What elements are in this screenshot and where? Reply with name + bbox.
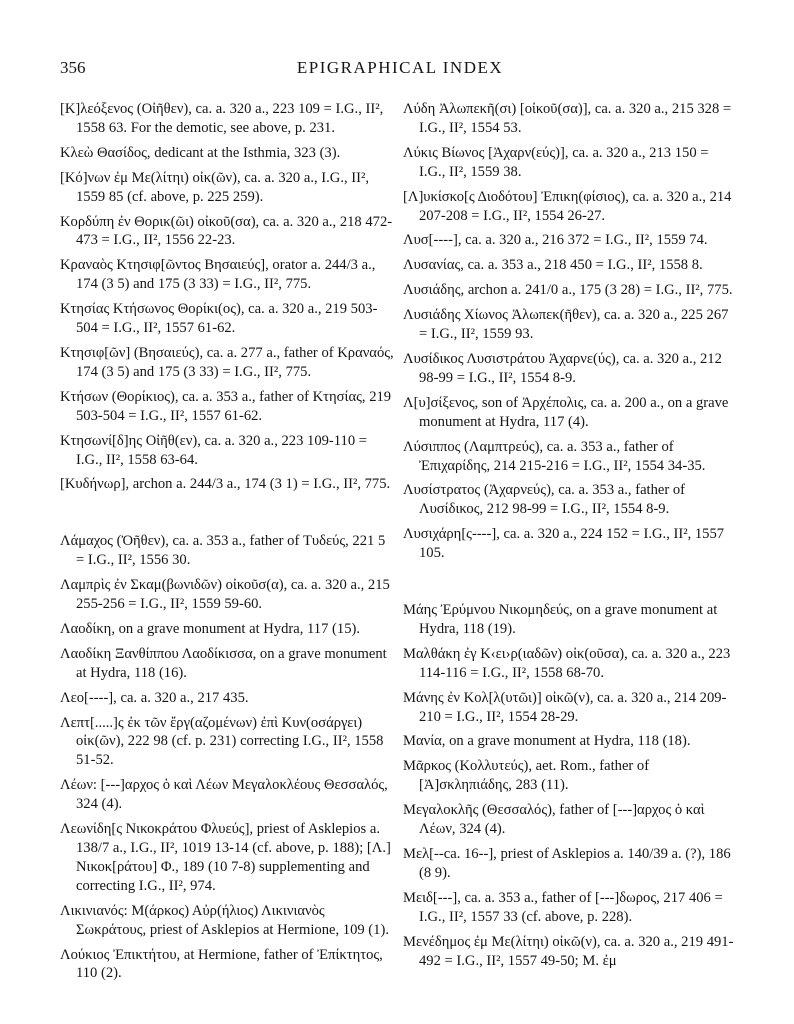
index-entry: Λυσ[----], ca. a. 320 a., 216 372 = I.G., II², 1559 74. xyxy=(403,232,708,249)
index-entry: Λύδη Ἀλωπεκῆ(σι) [οἰκοῦ(σα)], ca. a. 320 a., 215 328 = I.G., II², 1554 53. xyxy=(403,101,732,136)
index-entry: Λικινιανός: Μ(άρκος) Αὐρ(ήλιος) Λικινιανὸς Σωκράτους, priest of Asklepios at Hermione, 109 (1). xyxy=(60,902,389,938)
index-entry: Μενέδημος ἐμ Με(λίτηι) οἰκῶ(ν), ca. a. 320 a., 219 491-492 = I.G., II², 1557 49-50; Μ. ἐμ xyxy=(403,933,734,969)
index-entry: Λέων: [---]αρχος ὁ καὶ Λέων Μεγαλοκλέους Θεσσαλός, 324 (4). xyxy=(60,777,388,813)
index-entry: Λαοδίκη, on a grave monument at Hydra, 117 (15). xyxy=(60,620,361,637)
index-entry: Κραναὸς Κτησιφ[ῶντος Βησαιεύς], orator a. 244/3 a., 174 (3 5) and 175 (3 33) = I.G., II², 775. xyxy=(60,257,376,293)
index-entry: Μάης Ἐρύμνου Νικομηδεύς, on a grave monument at Hydra, 118 (19). xyxy=(403,602,718,637)
index-entry: Λεπτ[.....]ς ἐκ τῶν ἔργ(αζομένων) ἐπὶ Κυν(οσάργει) οἰκ(ῶν), 222 98 (cf. p. 231) correcting I.G., II², 1558 51-52. xyxy=(60,714,384,769)
page-number: 356 xyxy=(60,58,86,77)
index-entry: Λούκιος Ἐπικτήτου, at Hermione, father of Ἐπίκτητος, 110 (2). xyxy=(60,946,383,982)
page-header xyxy=(60,58,740,82)
index-entry: Κλεὼ Θασίδος, dedicant at the Isthmia, 323 (3). xyxy=(60,144,341,161)
index-entry: Λυσίστρατος (Ἀχαρνεύς), ca. a. 353 a., father of Λυσίδικος, 212 98-99 = I.G., II², 1554 8-9. xyxy=(403,482,686,518)
index-entry: Λεο[----], ca. a. 320 a., 217 435. xyxy=(60,689,249,706)
index-entry: Κτησιφ[ῶν] (Βησαιεύς), ca. a. 277 a., father of Κραναός, 174 (3 5) and 175 (3 33) = I.G., II², 775. xyxy=(60,344,394,380)
left-index-column xyxy=(60,100,394,989)
index-entry: Κτήσων (Θορίκιος), ca. a. 353 a., father of Κτησίας, 219 503-504 = I.G., II², 1557 61-62. xyxy=(60,388,392,424)
index-entry: Μεγαλοκλῆς (Θεσσαλός), father of [---]αρχος ὁ καὶ Λέων, 324 (4). xyxy=(403,802,705,838)
index-entry: Λύσιππος (Λαμπτρεύς), ca. a. 353 a., father of Ἐπιχαρίδης, 214 215-216 = I.G., II², 1554 34-35. xyxy=(403,438,706,474)
running-title: EPIGRAPHICAL INDEX xyxy=(296,58,504,77)
index-entry: Λ[υ]σίξενος, son of Ἀρχέπολις, ca. a. 200 a., on a grave monument at Hydra, 117 (4). xyxy=(403,394,729,430)
index-entry: Κορδύπη ἐν Θορικ(ῶι) οἰκοῦ(σα), ca. a. 320 a., 218 472-473 = I.G., II², 1556 22-23. xyxy=(60,213,393,249)
index-entry: Μελ[--ca. 16--], priest of Asklepios a. 140/39 a. (?), 186 (8 9). xyxy=(403,846,731,881)
index-entry: [Κυδήνωρ], archon a. 244/3 a., 174 (3 1) = I.G., II², 775. xyxy=(60,476,391,493)
index-entry: [Κό]νων ἐμ Με(λίτηι) οἰκ(ῶν), ca. a. 320 a., I.G., II², 1559 85 (cf. above, p. 225 259). xyxy=(60,169,370,205)
index-entry: Μανία, on a grave monument at Hydra, 118 (18). xyxy=(403,733,691,750)
index-entry: Λάμαχος (Ὀῆθεν), ca. a. 353 a., father of Τυδεύς, 221 5 = I.G., II², 1556 30. xyxy=(60,533,386,569)
right-index-column xyxy=(403,100,737,976)
index-entry: Μάνης ἐν Κολ[λ(υτῶι)] οἰκῶ(ν), ca. a. 320 a., 214 209-210 = I.G., II², 1554 28-29. xyxy=(403,689,727,725)
index-entry: [Λ]υκίσκο[ς Διοδότου] Ἐπικη(φίσιος), ca. a. 320 a., 214 207-208 = I.G., II², 1554 26-27. xyxy=(403,188,732,224)
index-entry: Μᾶρκος (Κολλυτεύς), aet. Rom., father of [Ἀ]σκληπιάδης, 283 (11). xyxy=(403,758,650,794)
index-entry: Κτησίας Κτήσωνος Θορίκι(ος), ca. a. 320 a., 219 503-504 = I.G., II², 1557 61-62. xyxy=(60,301,378,337)
index-entry: Μειδ[---], ca. a. 353 a., father of [---]δωρος, 217 406 = I.G., II², 1557 33 (cf. above, p. 228). xyxy=(403,889,723,925)
index-entry: Λυσιχάρη[ς----], ca. a. 320 a., 224 152 = I.G., II², 1557 105. xyxy=(403,526,725,562)
index-entry: Λαοδίκη Ξανθίππου Λαοδίκισσα, on a grave monument at Hydra, 118 (16). xyxy=(60,645,387,681)
index-entry: Λυσιάδης, archon a. 241/0 a., 175 (3 28) = I.G., II², 775. xyxy=(403,282,733,299)
index-entry: Κτησωνί[δ]ης Οἰῆθ(εν), ca. a. 320 a., 223 109-110 = I.G., II², 1558 63-64. xyxy=(60,432,368,468)
index-entry: Λυσανίας, ca. a. 353 a., 218 450 = I.G., II², 1558 8. xyxy=(403,257,703,274)
index-entry: Λαμπρὶς ἐν Σκαμ(βωνιδῶν) οἰκοῦσ(α), ca. a. 320 a., 215 255-256 = I.G., II², 1559 59-60. xyxy=(60,577,390,613)
index-entry: Λεωνίδη[ς Νικοκράτου Φλυεύς], priest of Asklepios a. 138/7 a., I.G., II², 1019 13-14 (cf. above, p. 188); [Λ.] Νικοκ[ράτου] Φ., 189 (10 7-8) supplementing and correcting I.G., II², 974. xyxy=(60,821,391,894)
index-entry: Λύκις Βίωνος [Ἀχαρν(εύς)], ca. a. 320 a., 213 150 = I.G., II², 1559 38. xyxy=(403,144,709,180)
index-entry: Λυσίδικος Λυσιστράτου Ἀχαρνε(ύς), ca. a. 320 a., 212 98-99 = I.G., II², 1554 8-9. xyxy=(403,350,722,386)
index-entry: [Κ]λεόξενος (Οἰῆθεν), ca. a. 320 a., 223 109 = I.G., II², 1558 63. For the demotic, see above, p. 231. xyxy=(60,101,384,136)
index-entry: Λυσιάδης Χίωνος Ἀλωπεκ(ῆθεν), ca. a. 320 a., 225 267 = I.G., II², 1559 93. xyxy=(403,307,729,343)
index-entry: Μαλθάκη ἐγ Κ‹ει›ρ(ιαδῶν) οἰκ(οῦσα), ca. a. 320 a., 223 114-116 = I.G., II², 1558 68-70. xyxy=(403,645,731,681)
